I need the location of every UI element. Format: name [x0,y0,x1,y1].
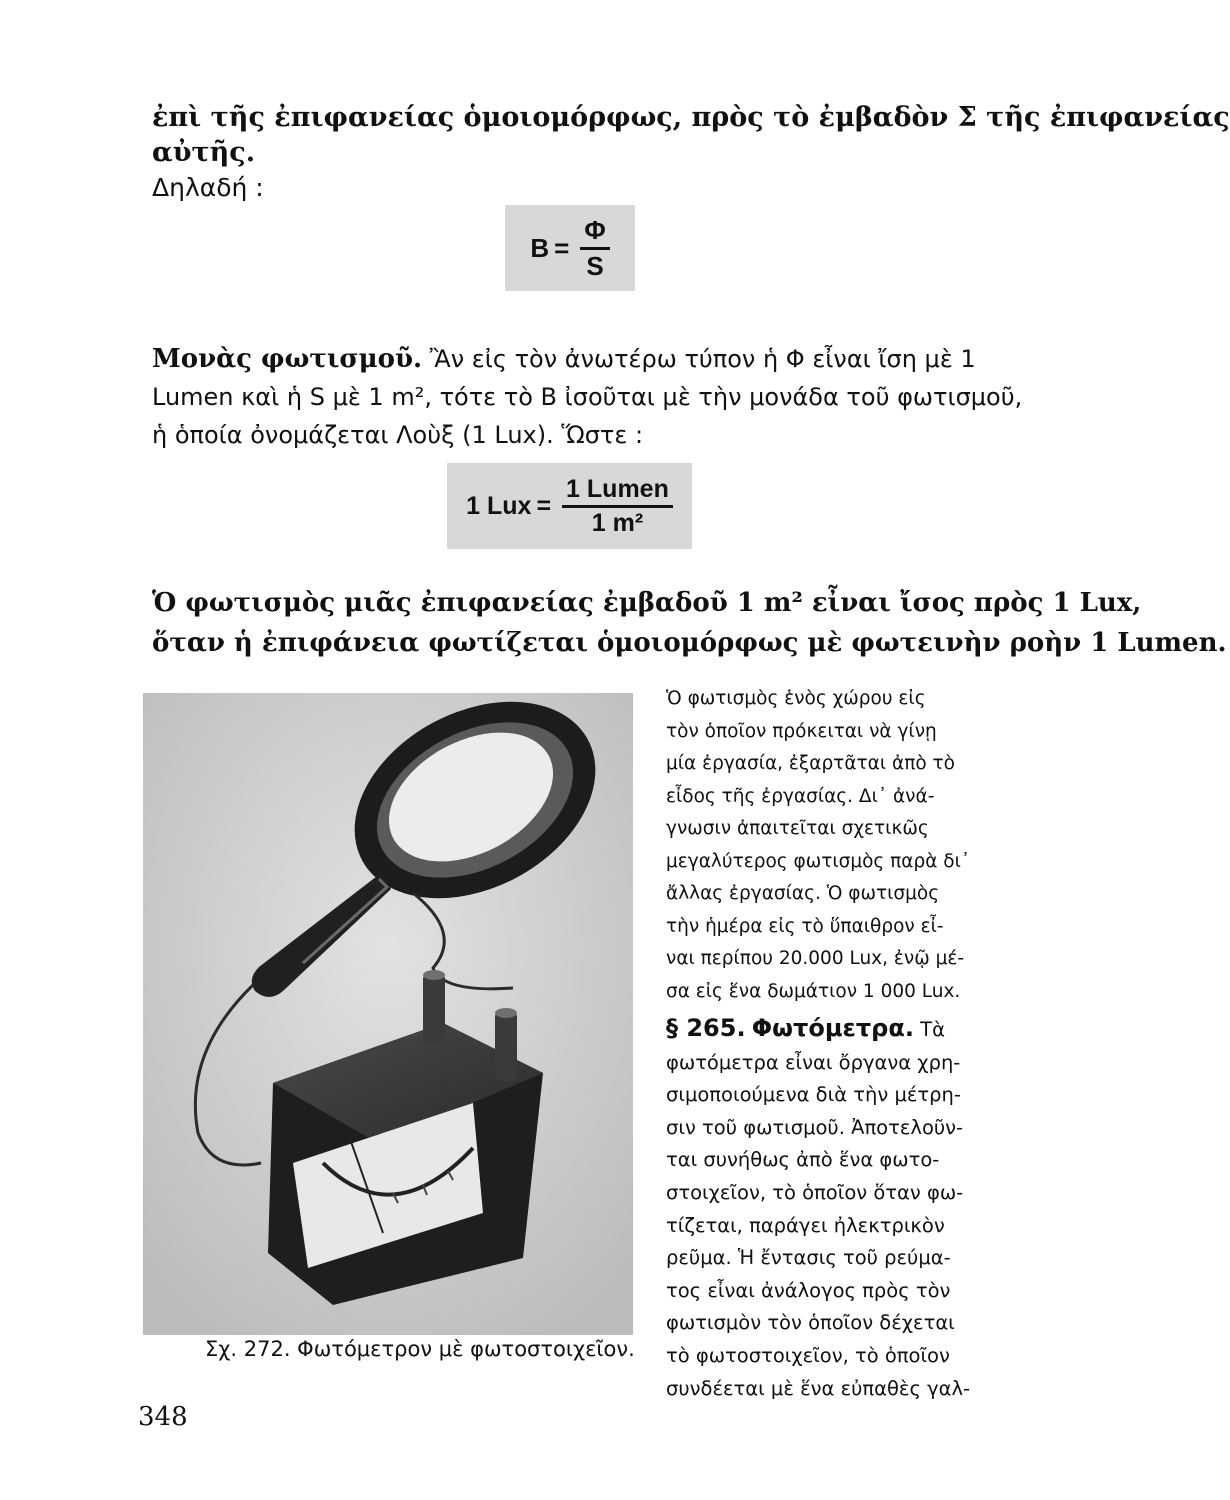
intro-text [152,100,1230,205]
section-265 [666,1012,1006,1405]
text-line: τος εἶναι ἀνάλογος πρὸς τὸν [666,1278,951,1302]
section-number: § 265. [666,1014,746,1042]
text-line: τὴν ἡμέρα εἰς τὸ ὕπαιθρον εἶ- [666,915,944,937]
text-line: ἡ ὁποία ὀνομάζεται Λοὺξ (1 Lux). Ὥστε : [152,421,644,449]
text-line: μεγαλύτερος φωτισμὸς παρὰ δι᾽ [666,850,971,872]
text-line: τίζεται, παράγει ἠλεκτρικὸν [666,1213,945,1237]
photometer-photo [143,693,633,1335]
text-line: εἶδος τῆς ἐργασίας. Δι᾽ ἀνά- [666,785,935,807]
text-line: ναι περίπου 20.000 Lux, ἐνῷ μέ- [666,948,965,969]
text-line: φωτόμετρα εἶναι ὄργανα χρη- [666,1050,961,1074]
text-line: Lumen καὶ ἡ S μὲ 1 m², τότε τὸ B ἰσοῦται μὲ τὴν μονάδα τοῦ φωτισμοῦ, [152,383,1023,411]
text-line: αὐτῆς. [152,137,256,168]
text-line: στοιχεῖον, τὸ ὁποῖον ὅταν φω- [666,1180,964,1204]
text-line: Ὁ φωτισμὸς μιᾶς ἐπιφανείας ἐμβαδοῦ 1 m² εἶναι ἴσος πρὸς 1 Lux, [152,588,1142,618]
figure-caption: Σχ. 272. Φωτόμετρον μὲ φωτοστοιχεῖον. [205,1337,635,1361]
formula-denominator: S [586,250,604,281]
formula-illuminance [505,205,635,291]
text-line: ται συνήθως ἀπὸ ἕνα φωτο- [666,1148,940,1172]
terminal [423,973,445,1043]
text-line: ρεῦμα. Ἡ ἔντασις τοῦ ρεύμα- [666,1246,951,1270]
section-heading-line [666,1012,1006,1047]
formula-lux [447,463,692,549]
definition-paragraph [152,583,1227,663]
text-line: συνδέεται μὲ ἕνα εὐπαθὲς γαλ- [666,1376,971,1400]
side-paragraph [666,683,1006,1008]
text-line [152,340,1002,378]
formula-lhs: B [530,232,550,263]
formula-denominator: 1 m² [591,508,644,537]
formula-fraction [580,215,609,282]
formula-fraction [562,475,673,538]
unit-paragraph [152,340,1023,454]
page-number: 348 [138,1402,188,1432]
text-line: σα εἰς ἕνα δωμάτιον 1 000 Lux. [666,980,961,1002]
text-line: σιν τοῦ φωτισμοῦ. Ἀποτελοῦν- [666,1115,964,1139]
formula-numerator: Φ [580,215,609,250]
text-line: γνωσιν ἀπαιτεῖται σχετικῶς [666,818,929,839]
text-line: ἐπὶ τῆς ἐπιφανείας ὁμοιομόρφως, πρὸς τὸ ἐμβαδὸν Σ τῆς ἐπιφανείας [152,102,1230,133]
formula-equals: = [536,491,552,520]
section-title: Φωτόμετρα. [751,1014,914,1042]
text-line: ὅταν ἡ ἐπιφάνεια φωτίζεται ὁμοιομόρφως μὲ φωτεινὴν ροὴν 1 Lumen. [152,628,1227,658]
text-line: Δηλαδή : [152,173,264,202]
text-run: Τὰ [913,1018,945,1041]
formula-lhs: 1 Lux [466,491,532,520]
text-line: μία ἐργασία, ἐξαρτᾶται ἀπὸ τὸ [666,753,955,774]
photometer-illustration [143,693,633,1335]
text-line: Ὁ φωτισμὸς ἑνὸς χώρου εἰς [666,688,926,709]
formula-equals: = [554,232,570,263]
text-line: σιμοποιούμενα διὰ τὴν μέτρη- [666,1083,961,1107]
text-line: ἄλλας ἐργασίας. Ὁ φωτισμὸς [666,883,940,904]
text-line: τὸν ὁποῖον πρόκειται νὰ γίνῃ [666,720,937,742]
unit-heading: Μονὰς φωτισμοῦ. [152,344,423,374]
formula-numerator: 1 Lumen [562,475,673,508]
text-run: Ἂν εἰς τὸν ἀνωτέρω τύπον ἡ Φ εἶναι ἴση μὲ 1 [422,345,976,373]
text-line: φωτισμὸν τὸν ὁποῖον δέχεται [666,1311,955,1335]
text-line: τὸ φωτοστοιχεῖον, τὸ ὁποῖον [666,1343,950,1367]
terminal [495,1011,517,1081]
